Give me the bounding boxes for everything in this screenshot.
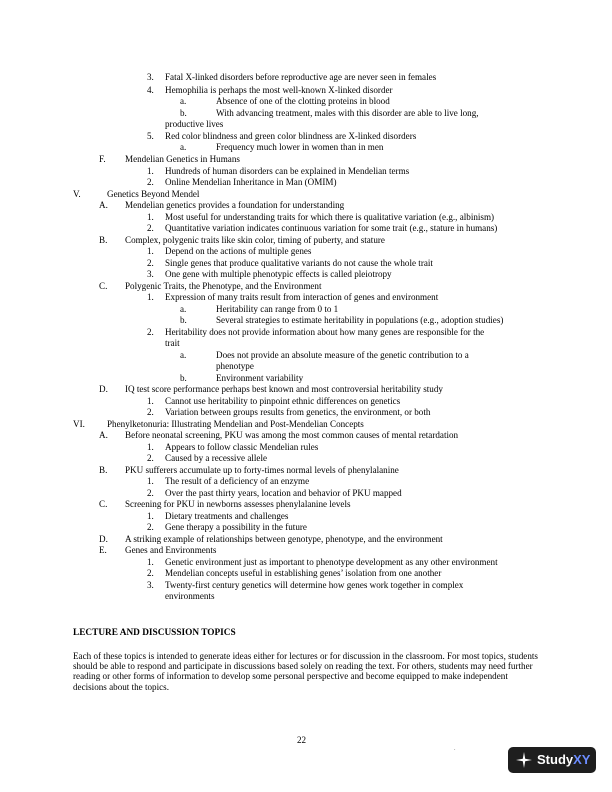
outline-marker: 1. [147,442,154,452]
outline-item-text: Before neonatal screening, PKU was among the most common causes of mental retardation [125,430,459,440]
outline-item-text: Several strategies to estimate heritability in populations (e.g., adoption studies) [216,315,504,325]
outline-item-text: Genes and Environments [125,545,217,555]
outline-marker: E. [99,545,107,555]
outline-marker: B. [99,465,108,475]
outline-item-text: Gene therapy a possibility in the future [165,522,307,532]
outline-marker: b. [180,373,187,383]
watermark-brand-accent: XY [573,752,591,767]
outline-item-text: Twenty-first century genetics will determine how genes work together in complex [165,580,464,590]
outline-item-text: Polygenic Traits, the Phenotype, and the Environment [125,281,322,291]
outline-item-text: Frequency much lower in women than in men [216,142,384,152]
outline-item-text: Over the past thirty years, location and behavior of PKU mapped [165,488,402,498]
outline-item-text: Screening for PKU in newborns assesses phenylalanine levels [125,499,351,509]
outline-marker: 3. [147,269,154,279]
outline-marker: 5. [147,131,154,141]
outline-item-text: Red color blindness and green color blindness are X-linked disorders [165,131,417,141]
outline-item-text: Mendelian Genetics in Humans [125,154,240,164]
outline-item-text: Phenylketonuria: Illustrating Mendelian and Post-Mendelian Concepts [107,419,364,429]
outline-marker: a. [180,304,187,314]
outline-item-text: Genetic environment just as important to phenotype development as any other environment [165,557,498,567]
outline-marker: 1. [147,212,154,222]
outline-marker: 4. [147,85,154,95]
outline-item-text: Complex, polygenic traits like skin color, timing of puberty, and stature [125,235,385,245]
outline-item-text: Cannot use heritability to pinpoint ethnic differences on genetics [165,396,401,406]
outline-marker: D. [99,534,108,544]
outline-item-text: Expression of many traits result from interaction of genes and environment [165,292,439,302]
outline-item-text: A striking example of relationships between genotype, phenotype, and the environment [125,534,443,544]
outline-marker: A. [99,200,108,210]
outline-item-text: Dietary treatments and challenges [165,511,289,521]
outline-item-text: Hemophilia is perhaps the most well-known X-linked disorder [165,85,393,95]
section-heading: LECTURE AND DISCUSSION TOPICS [73,628,236,638]
footer-dot: . [454,746,456,752]
outline-item-text: Fatal X-linked disorders before reproductive age are never seen in females [165,72,437,82]
outline-item-text: PKU sufferers accumulate up to forty-times normal levels of phenylalanine [125,465,399,475]
outline-marker: a. [180,350,187,360]
outline-marker: 3. [147,72,154,82]
outline-marker: b. [180,315,187,325]
page-number: 22 [297,735,307,745]
outline-marker: 2. [147,453,154,463]
outline-marker: 1. [147,396,154,406]
outline-item-text: phenotype [216,361,254,371]
outline-item-text: IQ test score performance perhaps best known and most controversial heritability study [125,384,443,394]
outline-item-text: productive lives [165,119,224,129]
outline-item-text: Most useful for understanding traits for which there is qualitative variation (e.g., albinism) [165,212,495,222]
outline-marker: C. [99,499,108,509]
outline-marker: 1. [147,292,154,302]
watermark-brand-main: Study [537,752,574,767]
outline-marker: a. [180,96,187,106]
outline-item-text: Does not provide an absolute measure of the genetic contribution to a [216,350,469,360]
outline-marker: 2. [147,177,154,187]
outline-marker: F. [99,154,106,164]
outline-item-text: environments [165,591,215,601]
outline-marker: 2. [147,488,154,498]
outline-marker: b. [180,108,187,118]
outline-item-text: Caused by a recessive allele [165,453,268,463]
outline-item-text: With advancing treatment, males with this disorder are able to live long, [216,108,479,118]
outline-marker: 1. [147,557,154,567]
plus-sparkle-icon [516,752,532,768]
outline-item-text: Mendelian concepts useful in establishing genes’ isolation from one another [165,568,442,578]
outline-marker: 1. [147,511,154,521]
outline-marker: 2. [147,568,154,578]
outline-item-text: trait [165,338,180,348]
outline-item-text: Appears to follow classic Mendelian rules [165,442,319,452]
outline-marker: C. [99,281,108,291]
intro-paragraph: Each of these topics is intended to generate ideas either for lectures or for discussion in the classroom. For most topics, students should be able to respond and participate in discussions based solely on reading the text. For others, students may need further reading or other forms of information to develop some personal perspective and become equipped to make independent decisions about the topics. [73,651,538,692]
outline-marker: 3. [147,580,154,590]
studyxy-watermark[interactable] [508,747,596,773]
outline-marker: 1. [147,166,154,176]
outline-item-text: Environment variability [216,373,304,383]
outline-item-text: The result of a deficiency of an enzyme [165,476,310,486]
outline-item-text: Absence of one of the clotting proteins in blood [216,96,390,106]
outline-item-text: Genetics Beyond Mendel [107,189,200,199]
outline-item-text: Mendelian genetics provides a foundation for understanding [125,200,345,210]
watermark-text [537,752,590,768]
outline-item-text: One gene with multiple phenotypic effects is called pleiotropy [165,269,392,279]
outline-marker: 2. [147,223,154,233]
outline-marker: 2. [147,327,154,337]
outline-marker: 2. [147,522,154,532]
outline-marker: B. [99,235,108,245]
outline-item-text: Online Mendelian Inheritance in Man (OMIM) [165,177,337,187]
outline-marker: a. [180,142,187,152]
outline-marker: 2. [147,407,154,417]
outline-item-text: Hundreds of human disorders can be explained in Mendelian terms [165,166,410,176]
outline-marker: 1. [147,476,154,486]
outline-item-text: Quantitative variation indicates continuous variation for some trait (e.g., stature in humans) [165,223,498,233]
outline-item-text: Heritability can range from 0 to 1 [216,304,339,314]
outline-marker: A. [99,430,108,440]
outline-marker: D. [99,384,108,394]
outline-item-text: Depend on the actions of multiple genes [165,246,312,256]
outline-item-text: Variation between groups results from genetics, the environment, or both [165,407,431,417]
outline-marker: VI. [73,419,85,429]
outline-marker: 1. [147,246,154,256]
outline-marker: V. [73,189,81,199]
outline-item-text: Single genes that produce qualitative variants do not cause the whole trait [165,258,433,268]
outline-item-text: Heritability does not provide information about how many genes are responsible for the [165,327,485,337]
outline-marker: 2. [147,258,154,268]
